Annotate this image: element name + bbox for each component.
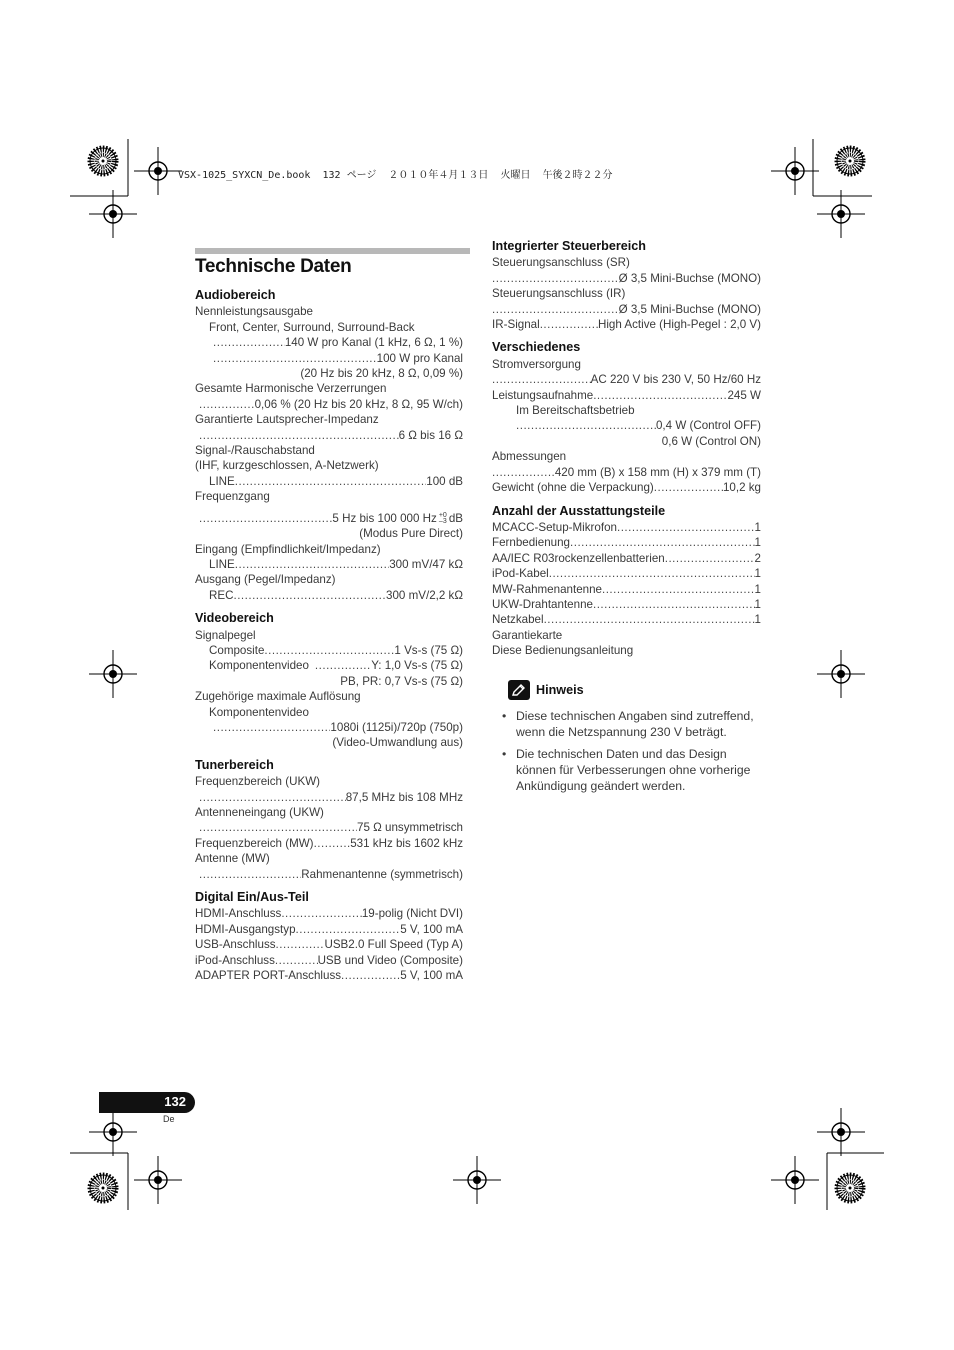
spec-label: Im Bereitschaftsbetrieb	[516, 404, 635, 418]
spec-label: Ausgang (Pegel/Impedanz)	[195, 573, 336, 587]
spec-row: ..... 420 mm (B) x 158 mm (H) x 379 mm (T)	[492, 465, 761, 480]
spec-label: Signal-/Rauschabstand	[195, 444, 315, 458]
spec-row: Netzkabel ..... 1	[492, 612, 761, 627]
print-header-line: VSX-1025_SYXCN_De.book 132 ページ ２０１０年４月１３日 火曜日 午後２時２２分	[178, 170, 613, 181]
spec-row: Fernbedienung ..... 1	[492, 535, 761, 550]
spec-row: ..... 0,4 W (Control OFF)	[492, 418, 761, 433]
spec-label: Garantiekarte	[492, 628, 563, 642]
spec-label: Garantierte Lautsprecher-Impedanz	[195, 413, 379, 427]
section-heading-tuner: Tunerbereich	[195, 757, 274, 772]
list-item: • Diese technischen Angaben sind zutreffend, wenn die Netzspannung 230 V beträgt.	[502, 709, 754, 739]
spec-row: iPod-Kabel ..... 1	[492, 566, 761, 581]
page-number: 132	[164, 1094, 186, 1109]
section-heading-audio: Audiobereich	[195, 288, 276, 302]
spec-row: ..... Rahmenantenne (symmetrisch)	[195, 867, 463, 882]
spec-row: MW-Rahmenantenne ..... 1	[492, 582, 761, 597]
left-column	[195, 288, 463, 983]
spec-label: Abmessungen	[492, 450, 567, 464]
digital-spec-list	[195, 906, 463, 983]
spec-row: USB-Anschluss ..... USB2.0 Full Speed (Typ A)	[195, 937, 463, 952]
spec-label: Steuerungsanschluss (SR)	[492, 256, 630, 270]
spec-row: ADAPTER PORT-Anschluss ..... 5 V, 100 mA	[195, 968, 463, 983]
page-number-tab	[99, 1092, 195, 1113]
spec-row: Leistungsaufnahme ..... 245 W	[492, 388, 761, 403]
note-label: Hinweis	[536, 683, 584, 697]
spec-row: iPod-Anschluss ..... USB und Video (Composite)	[195, 953, 463, 968]
spec-row: ..... 0,06 % (20 Hz bis 20 kHz, 8 Ω, 95 W/ch)	[195, 397, 463, 412]
list-item: • Die technischen Daten und das Design können für Verbesserungen ohne vorherige Ankündigung geändert werden.	[502, 747, 751, 793]
pencil-icon	[508, 680, 530, 700]
section-heading-digital: Digital Ein/Aus-Teil	[195, 890, 309, 905]
spec-row: UKW-Drahtantenne ..... 1	[492, 597, 761, 612]
spec-row: REC ..... 300 mV/2,2 kΩ	[195, 588, 463, 603]
spec-row: ..... 87,5 MHz bis 108 MHz	[195, 790, 463, 805]
spec-label: Antenneneingang (UKW)	[195, 806, 324, 819]
spec-label: Frequenzbereich (UKW)	[195, 775, 320, 789]
spec-row: ..... 75 Ω unsymmetrisch	[195, 820, 463, 835]
tolerance: +0 –3	[438, 511, 447, 525]
note-header	[508, 680, 584, 700]
spec-row: IR-Signal ..... High Active (High-Pegel : 2,0 V)	[492, 317, 761, 332]
page-language: De	[163, 1114, 175, 1124]
spec-value: (Modus Pure Direct)	[359, 527, 463, 541]
spec-row: ..... 140 W pro Kanal (1 kHz, 6 Ω, 1 %)	[195, 335, 463, 350]
section-heading-accessories: Anzahl der Ausstattungsteile	[492, 503, 666, 518]
spec-label: Eingang (Empfindlichkeit/Impedanz)	[195, 542, 381, 556]
spec-value: (20 Hz bis 20 kHz, 8 Ω, 0,09 %)	[300, 367, 463, 381]
spec-row: ..... 1080i (1125i)/720p (750p)	[195, 720, 463, 735]
spec-label: Frequenzgang	[195, 490, 270, 504]
spec-row: ..... Ø 3,5 Mini-Buchse (MONO)	[492, 302, 761, 317]
section-heading-video: Videobereich	[195, 611, 274, 626]
spec-label: (IHF, kurzgeschlossen, A-Netzwerk)	[195, 459, 379, 473]
note-list	[502, 708, 764, 800]
spec-row: Komponentenvideo ..... Y: 1,0 Vs-s (75 Ω)	[195, 658, 463, 673]
spec-label: Signalpegel	[195, 628, 256, 642]
page-title: Technische Daten	[195, 256, 352, 277]
spec-row: LINE ..... 300 mV/47 kΩ	[195, 557, 463, 572]
spec-row: LINE ..... 100 dB	[195, 474, 463, 489]
spec-row: AA/IEC R03rockenzellenbatterien ..... 2	[492, 551, 761, 566]
spec-label: Stromversorgung	[492, 357, 581, 371]
spec-label: Steuerungsanschluss (IR)	[492, 287, 626, 301]
spec-value: 0,6 W (Control ON)	[661, 434, 761, 448]
spec-row: ..... Ø 3,5 Mini-Buchse (MONO)	[492, 271, 761, 286]
spec-label: Front, Center, Surround, Surround-Back	[209, 320, 415, 334]
spec-row: Frequenzbereich (MW) ..... 531 kHz bis 1602 kHz	[195, 836, 463, 851]
spec-label: Komponentenvideo	[209, 705, 309, 719]
spec-row: HDMI-Anschluss ..... 19-polig (Nicht DVI)	[195, 906, 463, 921]
spec-row: Gewicht (ohne die Verpackung) ..... 10,2 kg	[492, 480, 761, 495]
spec-value: (Video-Umwandlung aus)	[332, 736, 463, 750]
spec-row: MCACC-Setup-Mikrofon ..... 1	[492, 520, 761, 535]
title-bar	[195, 248, 470, 254]
spec-label: Diese Bedienungsanleitung	[492, 644, 634, 658]
spec-label: Antenne (MW)	[195, 852, 270, 866]
spec-label: Nennleistungsausgabe	[195, 305, 313, 319]
spec-value: PB, PR: 0,7 Vs-s (75 Ω)	[340, 674, 463, 688]
right-column	[492, 239, 761, 659]
section-heading-control: Integrierter Steuerbereich	[492, 239, 646, 253]
spec-row: ..... AC 220 V bis 230 V, 50 Hz/60 Hz	[492, 372, 761, 387]
section-heading-misc: Verschiedenes	[492, 340, 581, 355]
spec-row: Composite ..... 1 Vs-s (75 Ω)	[195, 643, 463, 658]
spec-label: Zugehörige maximale Auflösung	[195, 690, 361, 704]
spec-row: ..... 6 Ω bis 16 Ω	[195, 428, 463, 443]
spec-row: HDMI-Ausgangstyp ..... 5 V, 100 mA	[195, 922, 463, 937]
spec-row: ..... 100 W pro Kanal	[195, 351, 463, 366]
spec-label: Gesamte Harmonische Verzerrungen	[195, 382, 387, 396]
spec-row: ..... 5 Hz bis 100 000 Hz +0 –3 dB	[195, 511, 463, 526]
